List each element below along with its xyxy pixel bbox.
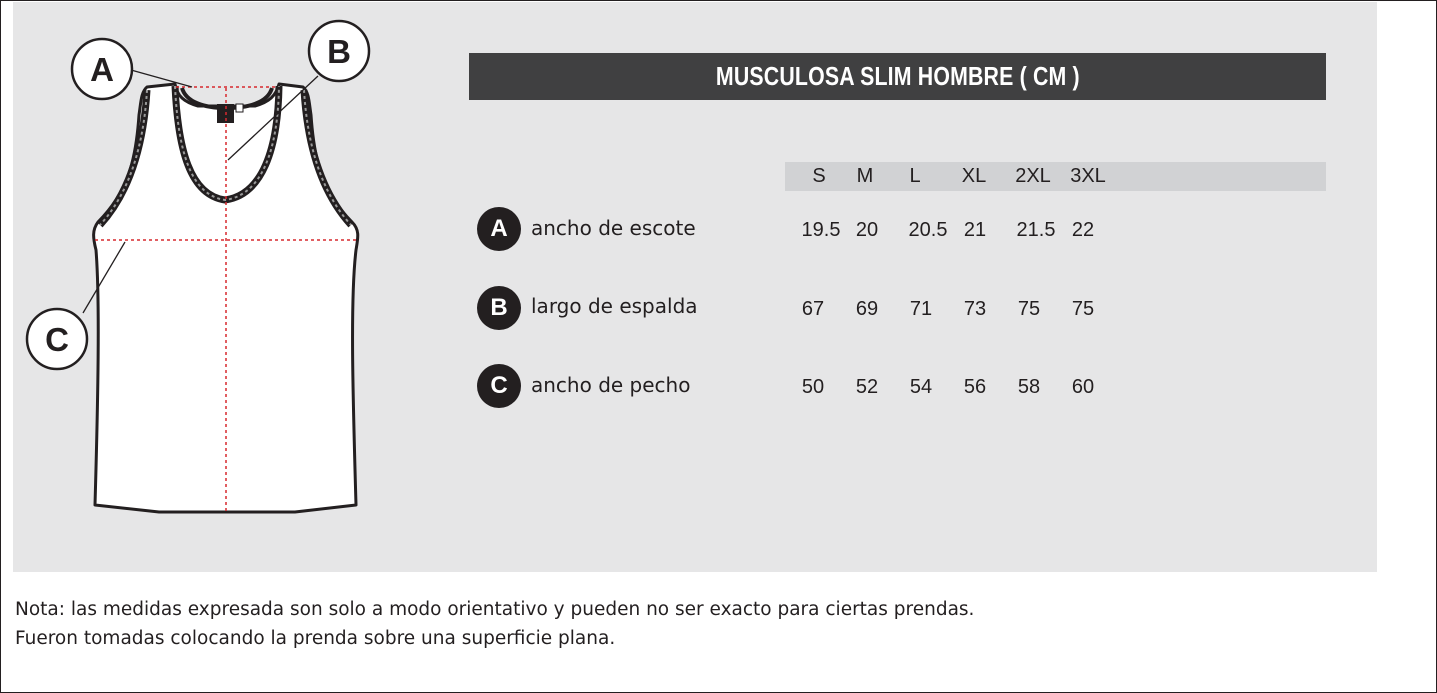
note-line-2: Fueron tomadas colocando la prenda sobre una superficie plana. — [15, 628, 616, 649]
table-cell: 20.5 — [908, 219, 948, 241]
table-cell: 75 — [1017, 298, 1041, 320]
table-cell: 22 — [1071, 219, 1095, 241]
table-cell: 56 — [963, 376, 987, 398]
table-cell: 58 — [1017, 376, 1041, 398]
callout-c-letter: C — [45, 321, 69, 358]
row-badge-c: C — [477, 364, 521, 408]
size-header-xl: XL — [961, 165, 987, 187]
size-header-m: M — [856, 165, 874, 187]
table-cell: 20 — [855, 219, 879, 241]
row-badge-a: A — [477, 207, 521, 251]
table-cell: 21.5 — [1016, 219, 1056, 241]
note-line-1: Nota: las medidas expresada son solo a modo orientativo y pueden no ser exacto para ciertas prendas. — [15, 599, 975, 620]
row-label-b: largo de espalda — [531, 294, 698, 318]
callout-a-letter: A — [90, 51, 114, 88]
size-chart-title-bar — [469, 53, 1326, 100]
size-header-l: L — [909, 165, 921, 187]
table-cell: 69 — [855, 298, 879, 320]
size-header-s: S — [812, 165, 826, 187]
table-cell: 21 — [963, 219, 987, 241]
size-header-2xl: 2XL — [1015, 165, 1051, 187]
table-cell: 52 — [855, 376, 879, 398]
table-cell: 71 — [909, 298, 933, 320]
table-cell: 73 — [963, 298, 987, 320]
table-cell: 75 — [1071, 298, 1095, 320]
row-badge-b: B — [477, 286, 521, 330]
size-tag — [236, 104, 243, 112]
table-cell: 67 — [801, 298, 825, 320]
callout-b-letter: B — [327, 33, 351, 70]
table-cell: 54 — [909, 376, 933, 398]
table-cell: 19.5 — [801, 219, 841, 241]
row-label-c: ancho de pecho — [531, 373, 691, 397]
row-label-a: ancho de escote — [531, 216, 696, 240]
table-cell: 50 — [801, 376, 825, 398]
size-header-3xl: 3XL — [1070, 165, 1106, 187]
size-chart-title: MUSCULOSA SLIM HOMBRE ( CM ) — [715, 61, 1080, 91]
table-cell: 60 — [1071, 376, 1095, 398]
